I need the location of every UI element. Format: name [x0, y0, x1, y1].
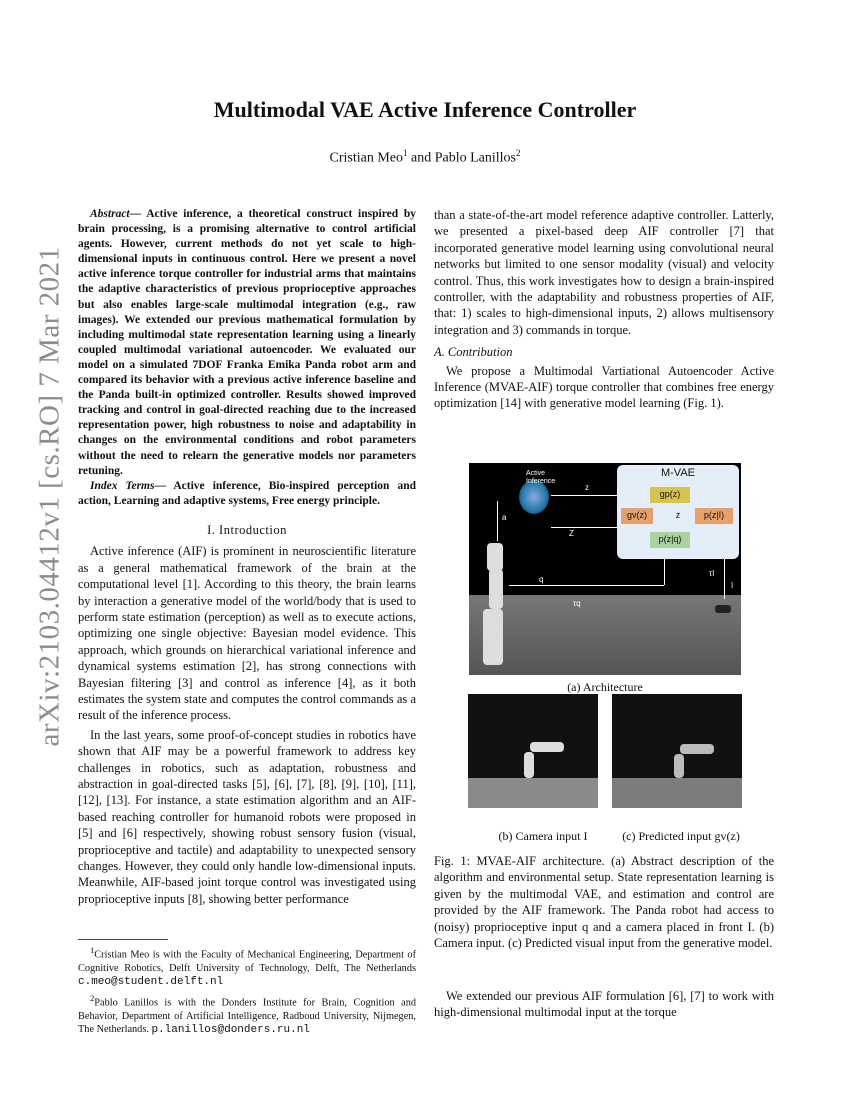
intro-paragraph-2: In the last years, some proof-of-concept studies in robotics have shown that AIF may be a powerful framework to address key challenges in robotics, such as adaptation, robustness and abstraction in goal-directed tasks [5], [6], [7], [8], [9], [10], [11], [12], [13]. For instance, a state estimation algorithm and an AIF-based reaching controller for humanoid robots were proposed in [5] and [6] respectively, showing robust sensory fusion (visual, proprioceptive and tactile) and adaptability to unexpected sensory changes. However, they could only handle low-dimensional inputs. Meanwhile, AIF-based joint torque control was investigated using proprioceptive inputs [8], showing better performance	[78, 727, 416, 906]
author-1-sup: 1	[403, 148, 408, 158]
arrow-a	[497, 501, 498, 541]
robot-arm-link-2	[489, 569, 503, 609]
arrow-i	[724, 559, 725, 599]
gp-box: gp(z)	[650, 487, 690, 503]
author-2-sup: 2	[516, 148, 521, 158]
intro-paragraph-1: Active inference (AIF) is prominent in neuroscientific literature as a general mathematical framework of the brain at the computational level [1]. According to this theory, the brain learns by interaction a generative model of the world/body that is used to perform state estimation (perception) as well as to execute actions, optimizing one single objective: Bayesian model evidence. This approach, which grounds on hierarchical variational inference and dynamical systems estimation [2], has strong connections with Bayesian filtering [3] and control as inference [4], as it both estimates the system state and computes the control commands as a result of the inference process.	[78, 544, 416, 723]
authors	[0, 148, 850, 167]
abstract-label: Abstract	[90, 208, 130, 220]
predicted-robot-arm-upper	[680, 744, 714, 754]
latent-z: z	[675, 510, 681, 520]
footnote-1-sup: 1	[90, 945, 95, 955]
extension-paragraph: We extended our previous AIF formulation [6], [7] to work with high-dimensional multimodal input at the torque	[434, 989, 774, 1020]
footnote-2-text: Pablo Lanillos is with the Donders Institute for Brain, Cognition and Behavior, Department of Artificial Intelligence, Radboud University, Nijmegen, The Netherlands.	[78, 997, 416, 1035]
mvae-title: M-VAE	[660, 467, 696, 479]
label-z-mid: Z	[569, 529, 574, 538]
footnote-1	[78, 944, 416, 989]
label-tau-q: τq	[573, 599, 581, 608]
predicted-input-image	[612, 694, 742, 808]
footnote-rule	[78, 939, 168, 940]
paper-title: Multimodal VAE Active Inference Controller	[213, 97, 637, 122]
abstract-text: — Active inference, a theoretical construct inspired by brain processing, is a promising alternative to control artificial agents. However, current methods do not yet scale to high-dimensional inputs in continuous control. Here we present a novel active inference torque controller for industrial arms that maintains the adaptive characteristics of previous proprioceptive approaches but also enables large-scale multimodal integration (e.g., raw images). We extended our previous mathematical formulation by including multimodal state representation learning using a linearly coupled multimodal variational autoencoder. We evaluated our model on a simulated 7DOF Franka Emika Panda robot arm and compared its behavior with a previous active inference baseline and the Panda built-in optimized controller. Results showed improved tracking and control in goal-directed reaching due to the increased representation power, high robustness to noise and adaptability in changes on the environmental conditions and robot parameters without the need to relearn the generative models nor parameters retuning.	[78, 208, 416, 477]
camera-input-image	[468, 694, 598, 808]
left-column	[78, 207, 416, 907]
arxiv-sidebar-id: arXiv:2103.04412v1 [cs.RO] 7 Mar 2021	[33, 246, 66, 747]
footnote-2	[78, 992, 416, 1037]
contribution-paragraph: We propose a Multimodal Vartiational Autoencoder Active Inference (MVAE-AIF) torque controller that combines free energy optimization [14] with generative model learning (Fig. 1).	[434, 363, 774, 411]
label-a: a	[502, 513, 507, 522]
label-z-top: z	[585, 483, 589, 492]
arrow-q	[509, 585, 664, 586]
abstract	[78, 207, 416, 479]
right-paragraph-continued: than a state-of-the-art model reference adaptive controller. Latterly, we presented a pixel-based deep AIF controller [7] that incorporated generative model learning using convolutional neural networks but limited to one sensor modality (visual) and velocity control. Thus, this work investigates how to design a brain-inspired controller, with the adaptability and robustness properties of AIF, that: 1) scales to high-dimensional inputs, 2) allows multisensory integration and 3) commands in torque.	[434, 208, 774, 337]
camera-robot-arm-upper	[530, 742, 564, 752]
caption-b: (b) Camera input I	[498, 829, 588, 843]
active-inference-label: Active Inference	[526, 470, 556, 485]
predicted-robot-arm	[674, 754, 684, 778]
encoder-image-box: p(z|I)	[695, 508, 733, 524]
footnote-2-email[interactable]: p.lanillos@donders.ru.nl	[151, 1023, 310, 1036]
footnotes	[78, 944, 416, 1037]
footnote-2-sup: 2	[90, 993, 95, 1004]
mvae-block	[617, 465, 739, 559]
camera-robot-arm	[524, 752, 534, 778]
caption-c: (c) Predicted input gv(z)	[622, 829, 740, 843]
index-terms-text: — Active inference, Bio-inspired perception and action, Learning and adaptive systems, Free energy principle.	[78, 479, 416, 507]
predicted-floor	[612, 778, 742, 808]
author-conjunction: and	[407, 150, 435, 166]
caption-a: (a) Architecture	[567, 680, 643, 694]
camera-icon	[715, 605, 731, 613]
arrow-z-mid	[551, 527, 617, 528]
label-tau-i: τI	[709, 569, 715, 578]
subsection-heading-contribution: A. Contribution	[434, 345, 513, 360]
author-1: Cristian Meo	[329, 150, 403, 166]
label-q: q	[539, 575, 544, 584]
robot-arm-base	[483, 609, 503, 665]
index-terms-label: Index Terms	[90, 479, 155, 492]
footnote-1-email[interactable]: c.meo@student.delft.nl	[78, 975, 224, 988]
label-i: I	[731, 581, 734, 590]
footnote-1-text: Cristian Meo is with the Faculty of Mechanical Engineering, Department of Cognitive Robotics, Delft University of Technology, Delft, The Netherlands	[78, 949, 416, 974]
author-2: Pablo Lanillos	[434, 150, 516, 166]
right-column-top	[434, 207, 774, 412]
section-heading-introduction: I. Introduction	[207, 522, 287, 537]
index-terms	[78, 479, 416, 509]
arrow-z-top	[551, 495, 617, 496]
robot-arm-link-1	[487, 543, 503, 571]
figure-1-caption: Fig. 1: MVAE-AIF architecture. (a) Abstract description of the algorithm and environmental setup. State representation learning is given by the multimodal VAE, and estimation and control are provided by the AIF framework. The Panda robot had access to (noisy) proprioceptive input q and a camera placed in front I. (b) Camera input. (c) Predicted visual input from the generative model.	[434, 854, 774, 951]
camera-floor	[468, 778, 598, 808]
right-column-bottom	[434, 988, 774, 1021]
simulation-floor	[469, 595, 741, 675]
gv-box: gv(z)	[621, 508, 653, 524]
architecture-figure	[469, 463, 741, 675]
arrow-q-up	[664, 559, 665, 585]
encoder-proprio-box: p(z|q)	[650, 532, 690, 548]
